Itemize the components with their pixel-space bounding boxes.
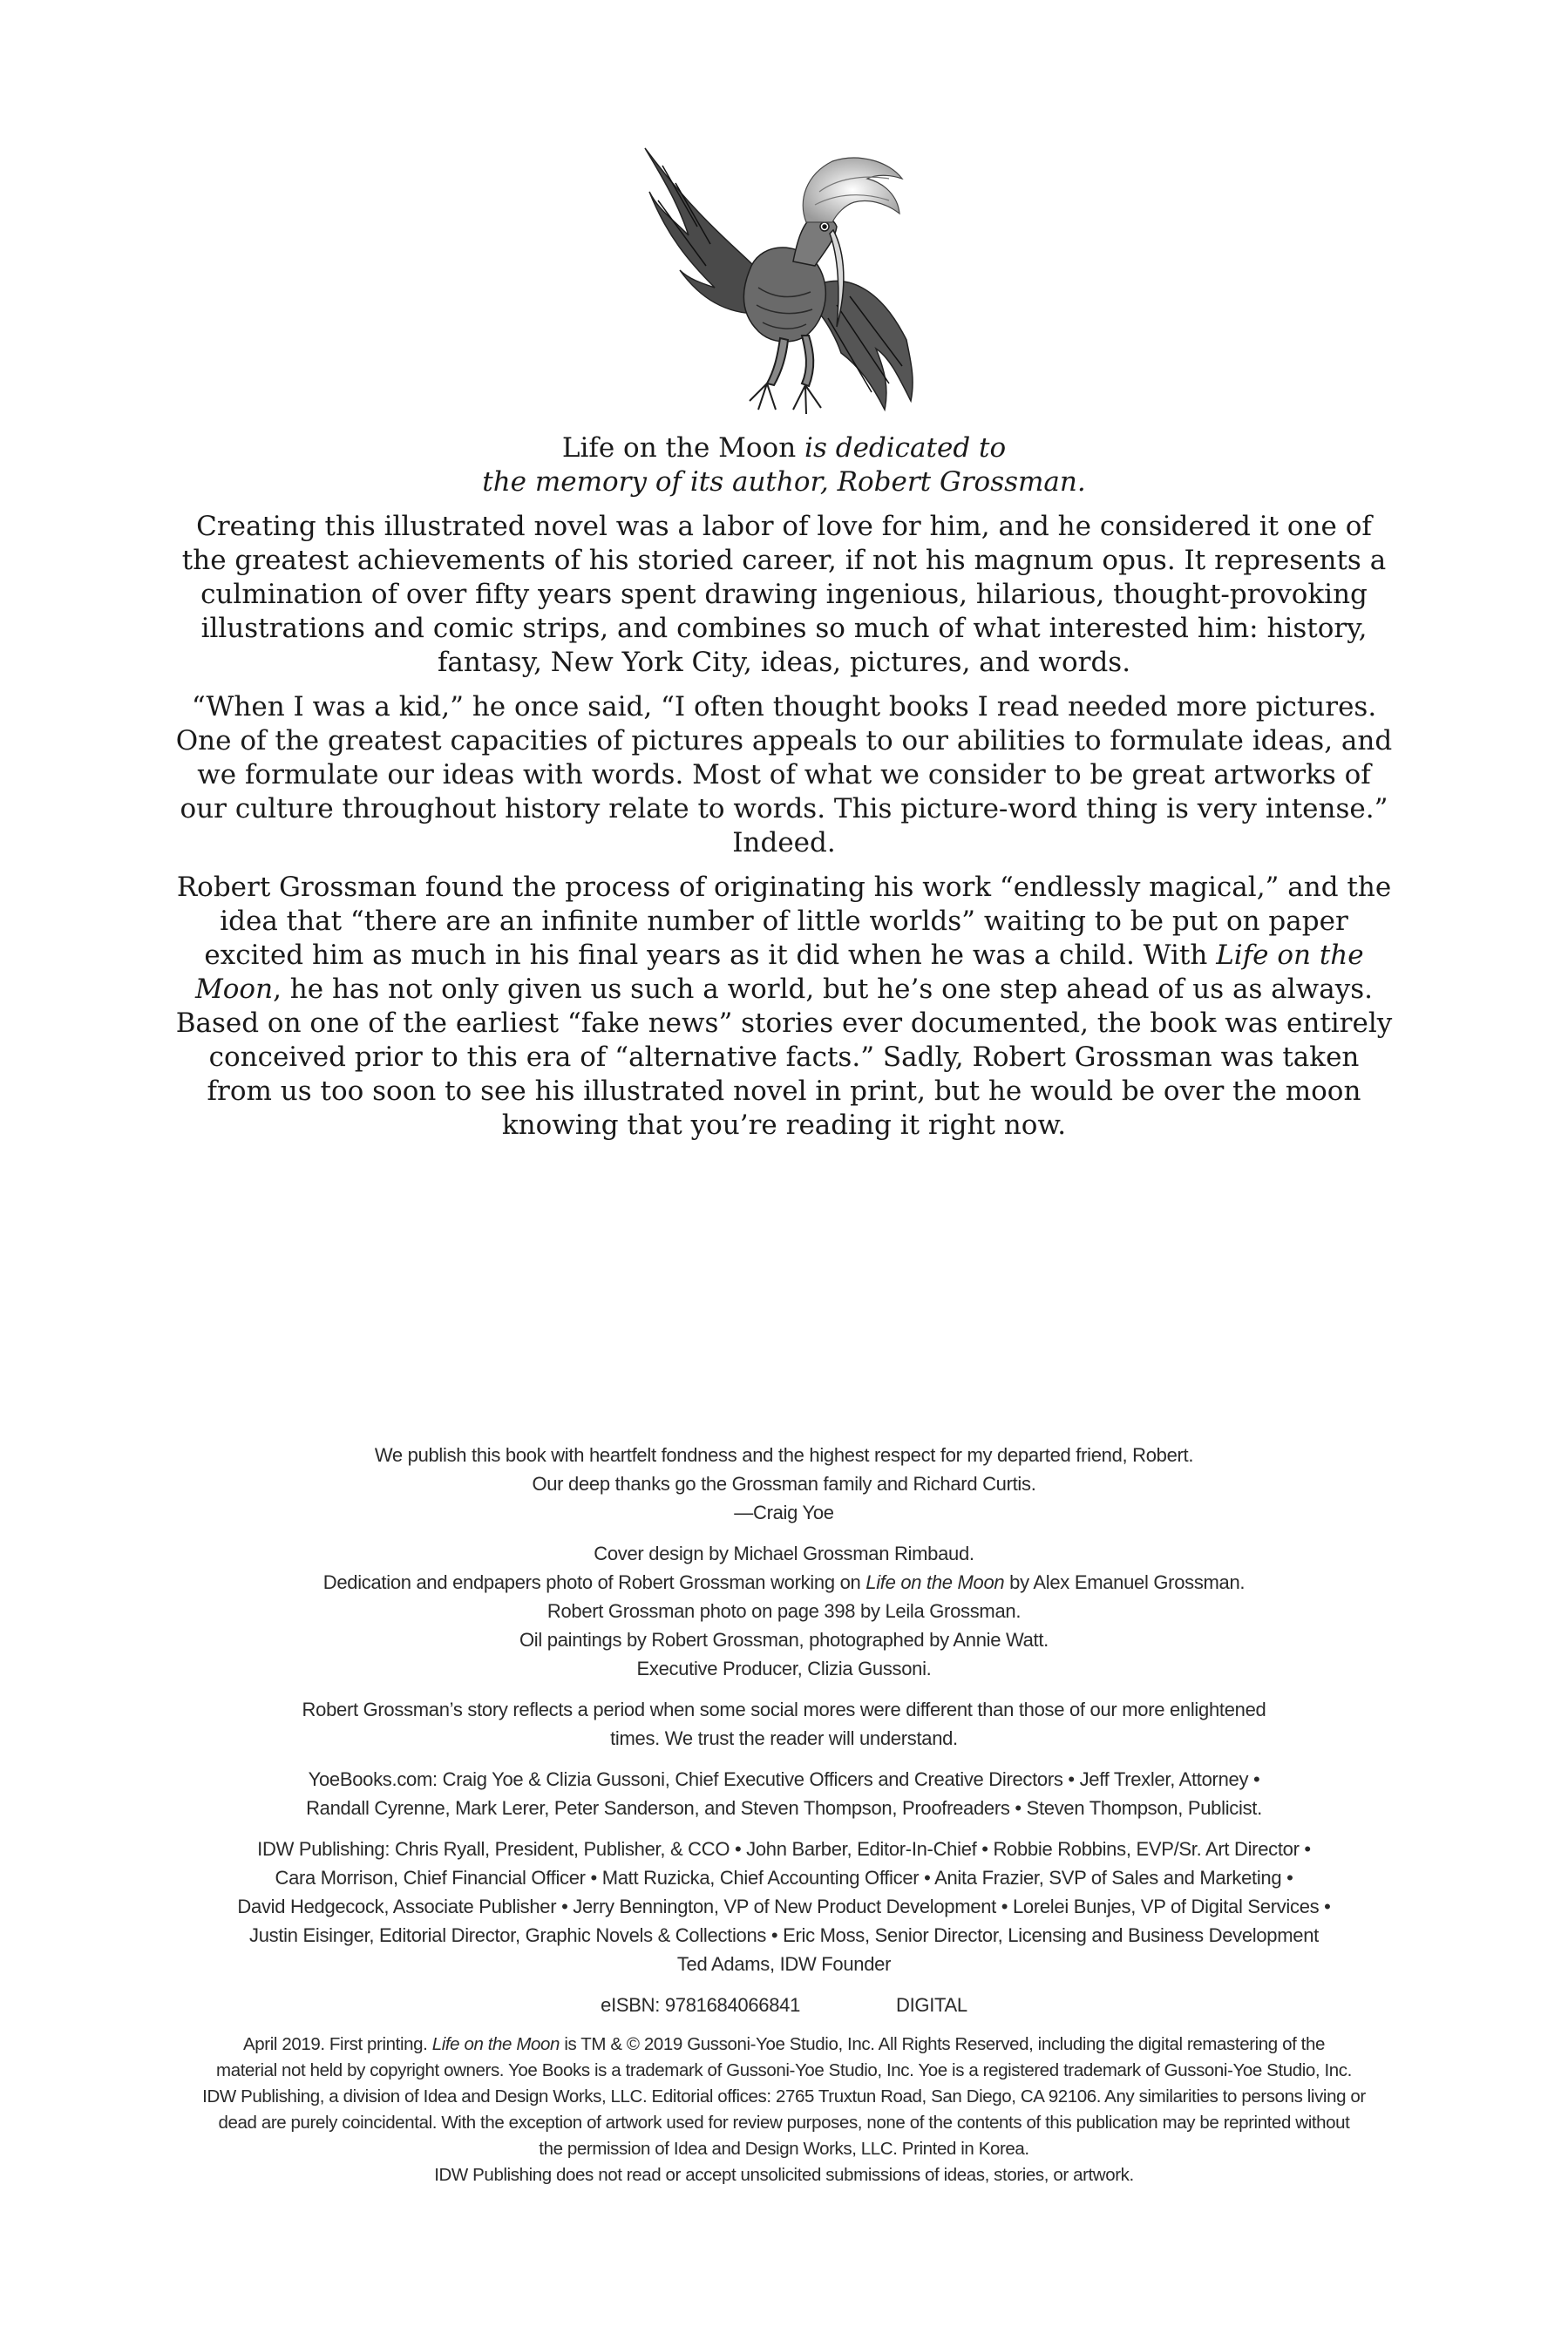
dedication-paragraph-3 — [174, 871, 1394, 1143]
legal-notice — [157, 2032, 1411, 2188]
photo-page-credit: Robert Grossman photo on page 398 by Leila Grossman. — [546, 1600, 1022, 1622]
idw-staff — [157, 1835, 1411, 1978]
paragraph-3-part-a: Robert Grossman found the process of originating his work “endlessly magical,” and the idea that “there are an infinite number of little worlds” waiting to be put on paper excited him as much in his final years as it did when he was a child. With — [176, 872, 1392, 971]
book-title: Life on the Moon — [561, 432, 797, 464]
yoebooks-line: Randall Cyrenne, Mark Lerer, Peter Sanderson, and Steven Thompson, Proofreaders • Steven Thompson, Publicist. — [306, 1797, 1262, 1819]
legal-line1-title: Life on the Moon — [431, 2034, 560, 2054]
dedication-heading-line2: the memory of its author, Robert Grossman. — [482, 466, 1086, 498]
submissions-notice: IDW Publishing does not read or accept unsolicited submissions of ideas, stories, or artwork. — [434, 2165, 1134, 2185]
publisher-note-line: We publish this book with heartfelt fondness and the highest respect for my departed friend, Robert. — [374, 1444, 1194, 1466]
mores-note-line: Robert Grossman’s story reflects a period when some social mores were different than those of our more enlightened — [302, 1699, 1266, 1720]
executive-producer-credit: Executive Producer, Clizia Gussoni. — [636, 1658, 932, 1679]
idw-line: David Hedgecock, Associate Publisher • Jerry Bennington, VP of New Product Development • Lorelei Bunjes, VP of Digital Services • — [237, 1896, 1331, 1917]
photo-credit-part-a: Dedication and endpapers photo of Robert Grossman working on — [322, 1571, 866, 1593]
idw-line: Justin Eisinger, Editorial Director, Graphic Novels & Collections • Eric Moss, Senior Director, Licensing and Business Development — [249, 1924, 1319, 1946]
paragraph-3-title: Life on the Moon — [195, 940, 1364, 1005]
legal-line1-part-a: April 2019. First printing. — [243, 2034, 432, 2054]
cover-design-credit: Cover design by Michael Grossman Rimbaud. — [594, 1543, 974, 1564]
photo-credit-part-b: by Alex Emanuel Grossman. — [1004, 1571, 1246, 1593]
legal-line — [157, 2032, 1411, 2058]
photo-credit-title: Life on the Moon — [865, 1571, 1005, 1593]
mores-note — [157, 1695, 1411, 1753]
isbn: eISBN: 9781684066841 — [601, 1994, 801, 2016]
dedication-paragraph-1: Creating this illustrated novel was a labor of love for him, and he considered it one of the greatest achievements of his storied career, if not his magnum opus. It represents a culmination of over fifty years spent drawing ingenious, hilarious, thought-provoking illustrations and comic strips, and combines so much of what interested him: history, fantasy, New York City, ideas, pictures, and words. — [181, 511, 1387, 678]
credits-section — [157, 1441, 1411, 2201]
yoebooks-staff — [157, 1765, 1411, 1822]
format-label: DIGITAL — [896, 1994, 967, 2016]
dedication-heading — [174, 431, 1394, 499]
legal-line: the permission of Idea and Design Works, LLC. Printed in Korea. — [539, 2139, 1029, 2159]
bird-crest — [803, 158, 902, 222]
photo-credit — [157, 1568, 1411, 1597]
oil-paintings-credit: Oil paintings by Robert Grossman, photographed by Annie Watt. — [519, 1629, 1049, 1651]
bird-legs — [750, 336, 821, 414]
dedication-section — [174, 431, 1394, 1153]
art-credits — [157, 1539, 1411, 1683]
paragraph-3-part-b: , he has not only given us such a world, but he’s one step ahead of us as always. Based on one of the earliest “fake news” stories ever documented, the book was entirely conceived prior to this era of “alternative facts.” Sadly, Robert Grossman was taken from us too soon to see his illustrated novel in print, but he would be over the moon knowing that you’re reading it right now. — [175, 974, 1393, 1141]
legal-line: material not held by copyright owners. Yoe Books is a trademark of Gussoni-Yoe Studio, Inc. Yoe is a registered trademark of Gussoni-Yoe Studio, Inc. — [216, 2060, 1352, 2080]
idw-line: Cara Morrison, Chief Financial Officer • Matt Ruzicka, Chief Accounting Officer • Anita Frazier, SVP of Sales and Marketing • — [275, 1867, 1293, 1889]
legal-line: IDW Publishing, a division of Idea and Design Works, LLC. Editorial offices: 2765 Truxtun Road, San Diego, CA 92106. Any similarities to persons living or — [202, 2086, 1366, 2107]
legal-line1-part-b: is TM & © 2019 Gussoni-Yoe Studio, Inc. All Rights Reserved, including the digital remastering of the — [560, 2034, 1325, 2054]
publisher-note — [157, 1441, 1411, 1527]
dedication-heading-line1: is dedicated to — [796, 432, 1007, 464]
mores-note-line: times. We trust the reader will understand. — [610, 1727, 958, 1749]
yoebooks-line: YoeBooks.com: Craig Yoe & Clizia Gussoni, Chief Executive Officers and Creative Directors • Jeff Trexler, Attorney • — [308, 1768, 1260, 1790]
left-wing — [645, 148, 758, 314]
isbn-row — [157, 1991, 1411, 2019]
dedication-paragraph-2: “When I was a kid,” he once said, “I often thought books I read needed more pictures. One of the greatest capacities of pictures appeals to our abilities to formulate ideas, and we formulate our ideas with words. Most of what we consider to be great artworks of our culture throughout history relate to words. This picture-word thing is very intense.” Indeed. — [175, 691, 1393, 858]
ibis-bird-illustration — [628, 139, 941, 427]
publisher-note-line: Our deep thanks go the Grossman family and Richard Curtis. — [532, 1473, 1036, 1495]
idw-line: IDW Publishing: Chris Ryall, President, Publisher, & CCO • John Barber, Editor-In-Chief • Robbie Robbins, EVP/Sr. Art Director • — [257, 1838, 1311, 1860]
legal-line: dead are purely coincidental. With the exception of artwork used for review purposes, none of the contents of this publication may be reprinted without — [218, 2113, 1350, 2133]
publisher-note-signature: —Craig Yoe — [734, 1502, 834, 1523]
idw-founder: Ted Adams, IDW Founder — [676, 1953, 892, 1975]
